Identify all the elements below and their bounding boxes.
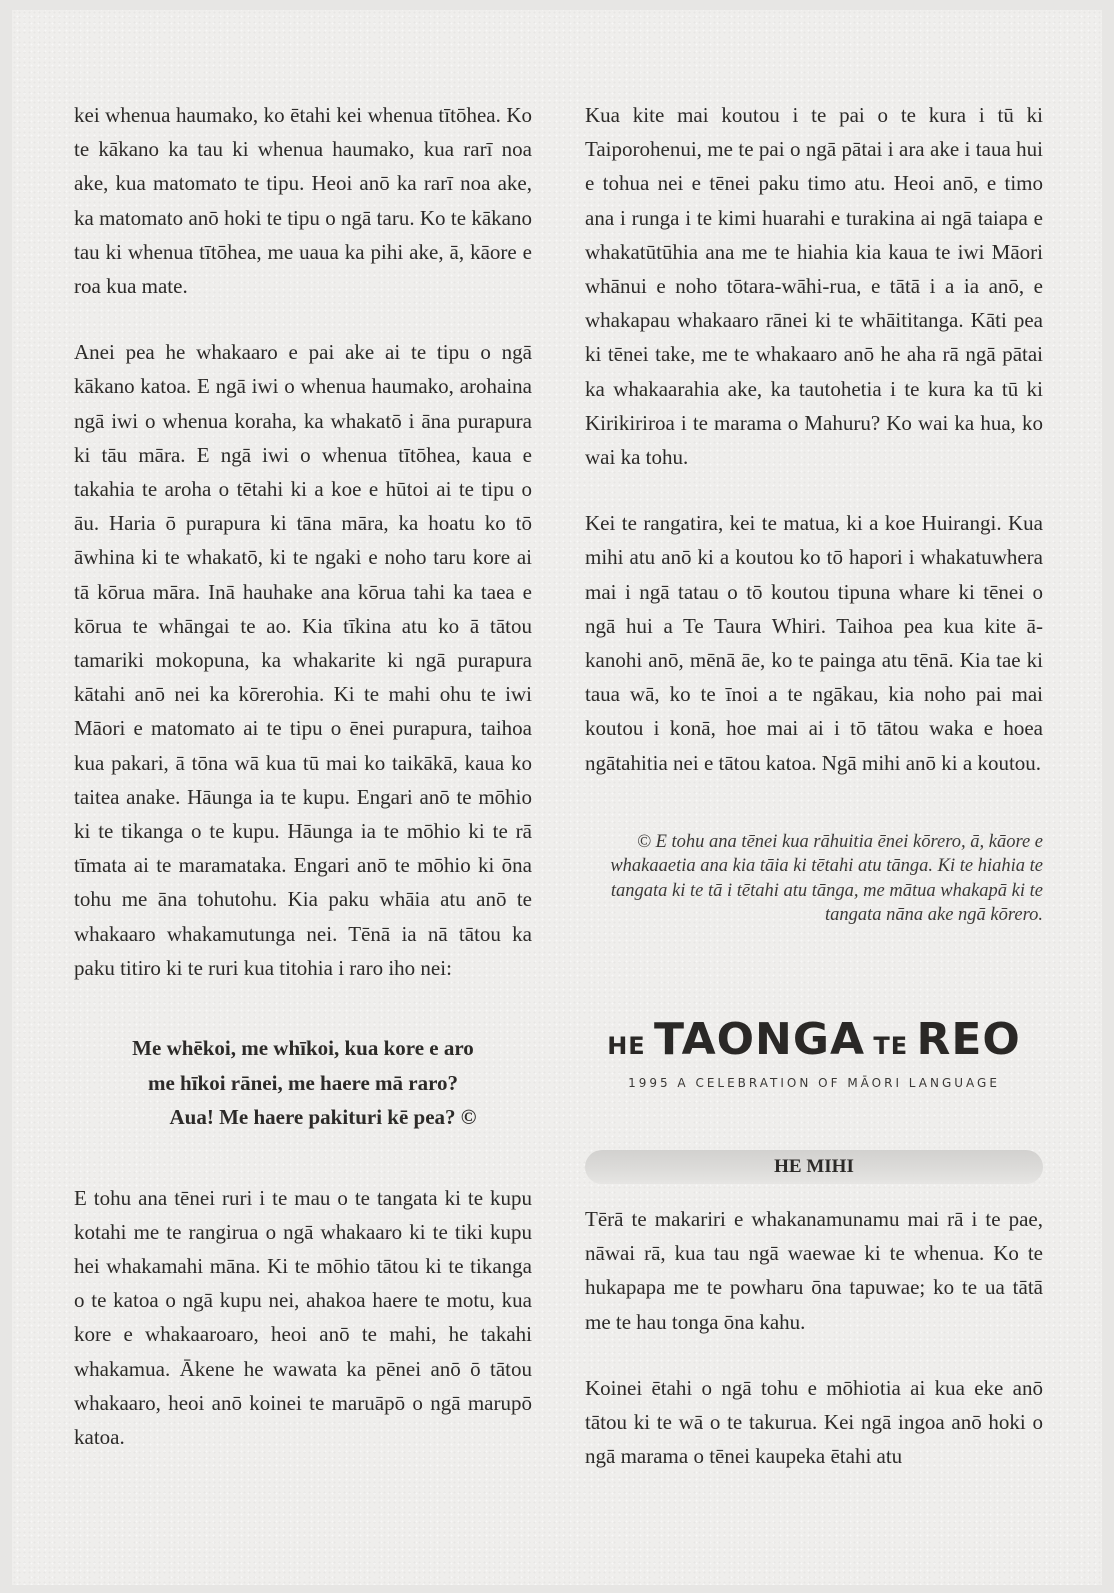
logo-word-te: TE [873,1031,909,1060]
left-paragraph-3: E tohu ana tēnei ruri i te mau o te tangata ki te kupu kotahi me te rangirua o ngā whakaaro ki te tiki kupu hei whakamahi māna. Ki te mōhio tātou ki te tikanga o te katoa o ngā kupu nei, ahakoa haere te motu, kua kore e whakaaroaro, heoi anō te mahi, he takahi whakamua. Ākene he wawata ka pēnei anō ō tātou whakaaro, heoi anō koinei te maruāpō o ngā marupō katoa. [74,1185,532,1449]
right-paragraph-2: Kei te rangatira, kei te matua, ki a koe Huirangi. Kua mihi atu anō ki a koutou ko tō hapori i whakatuwhera mai i ngā tatau o tō koutou tipuna whare ki tēnei o ngā hui a Te Taura Whiri. Taihoa pea kua kite ā-kanohi anō, mēnā āe, ko te painga atu tēnā. Kia tae ki taua wā, ko te īnoi a te ngākau, kia noho pai mai koutou i konā, hoe mai ai i tō tātou waka e hoea ngātahitia nei e tātou katoa. Ngā mihi anō ki a koutou. [585,511,1043,775]
poem-verse [74,1031,532,1135]
poem-line-1: Me whēkoi, me whīkoi, kua kore e aro [132,1036,474,1061]
right-paragraph-3: Tērā te makariri e whakanamunamu mai rā i te pae, nāwai rā, kua tau ngā waewae ki te whenua. Ko te hukapapa me te powharu ōna tapuwae; ko te ua tātā me te hau tonga ōna kahu. [585,1207,1043,1334]
right-column [585,98,1043,1473]
logo-word-taonga: TAONGA [654,1013,866,1065]
logo-subtitle: 1995 A CELEBRATION OF MĀORI LANGUAGE [628,1075,1000,1090]
section-heading-banner [585,1150,1043,1184]
poem-line-3: Aua! Me haere pakituri kē pea? © [169,1105,477,1130]
left-column [74,98,532,1454]
poem-line-2: me hīkoi rānei, me haere mā raro? [147,1070,459,1095]
logo-wordmark [585,1013,1043,1065]
document-page [12,10,1102,1585]
right-paragraph-4: Koinei ētahi o ngā tohu e mōhiotia ai kua eke anō tātou ki te wā o te takurua. Kei ngā ingoa anō hoki o ngā marama o tēnei kaupeka ētahi atu [585,1375,1043,1469]
section-heading: HE MIHI [774,1155,854,1177]
he-taonga-te-reo-logo [585,1013,1043,1100]
copyright-notice: © E tohu ana tēnei kua rāhuitia ēnei kōrero, ā, kāore e whakaaetia ana kia tāia ki tētahi atu tānga. Ki te hiahia te tangata ki te tā i tētahi atu tānga, me mātua whakapā ki te tangata nāna ake ngā kōrero. [610,831,1043,926]
left-paragraph-2: Anei pea he whakaaro e pai ake ai te tipu o ngā kākano katoa. E ngā iwi o whenua haumako, arohaina ngā iwi o whenua koraha, ka whakatō i āna purapura ki tāu māra. E ngā iwi o whenua tītōhea, kaua e takahia te aroha o tētahi ki a koe e hūtoi ai te tipu o āu. Haria ō purapura ki tāna māra, ka hoatu ko tō āwhina ki te whakatō, ki te ngaki e noho taru kore ai tā kōrua māra. Inā hauhake ana kōrua tahi ka taea e kōrua te whāngai te ao. Kia tīkina atu ko ā tātou tamariki mokopuna, ka whakarite ki ngā purapura kātahi anō nei ka kōrerohia. Ki te mahi ohu te iwi Māori e matomato ai te tipu o ēnei purapura, taihoa kua pakari, ā tōna wā kua tū mai ko taikākā, kaua ko taitea anake. Hāunga ia te kupu. Engari anō te mōhio ki te tikanga o te kupu. Hāunga ia te mōhio ki te rā tīmata ai te maramataka. Engari anō te mōhio ki ōna tohu me āna tohutohu. Kia paku whāia atu anō te whakaaro whakamutunga nei. Tēnā ia nā tātou ka paku titiro ki te ruri kua titohia i raro iho nei: [74,340,532,980]
logo-word-he: HE [607,1031,646,1060]
logo-word-reo: REO [916,1013,1021,1065]
left-paragraph-1: kei whenua haumako, ko ētahi kei whenua tītōhea. Ko te kākano ka tau ki whenua haumako, kua rarī noa ake, kua matomato te tipu. Heoi anō ka rarī noa ake, ka matomato anō hoki te tipu o ngā taru. Ko te kākano tau ki whenua tītōhea, me uaua ka pihi ake, ā, kāore e roa kua mate. [74,103,532,299]
right-paragraph-1: Kua kite mai koutou i te pai o te kura i tū ki Taiporohenui, me te pai o ngā pātai i ara ake i taua hui e tohua nei e tēnei paku timo atu. Heoi anō, e timo ana i runga i te kimi huarahi e turakina ai ngā taiapa e whakatūtūhia ana me te hiahia kia kaua te iwi Māori whānui e noho tōtara-wāhi-rua, e tātā i a ia anō, e whakapau whakaaro rānei ki te whāititanga. Kāti pea ki tēnei take, me te whakaaro anō he aha rā ngā pātai ka whakaarahia ake, ka tautohetia i te kura ka tū ki Kirikiriroa i te marama o Mahuru? Ko wai ka hua, ko wai ka tohu. [585,103,1043,470]
